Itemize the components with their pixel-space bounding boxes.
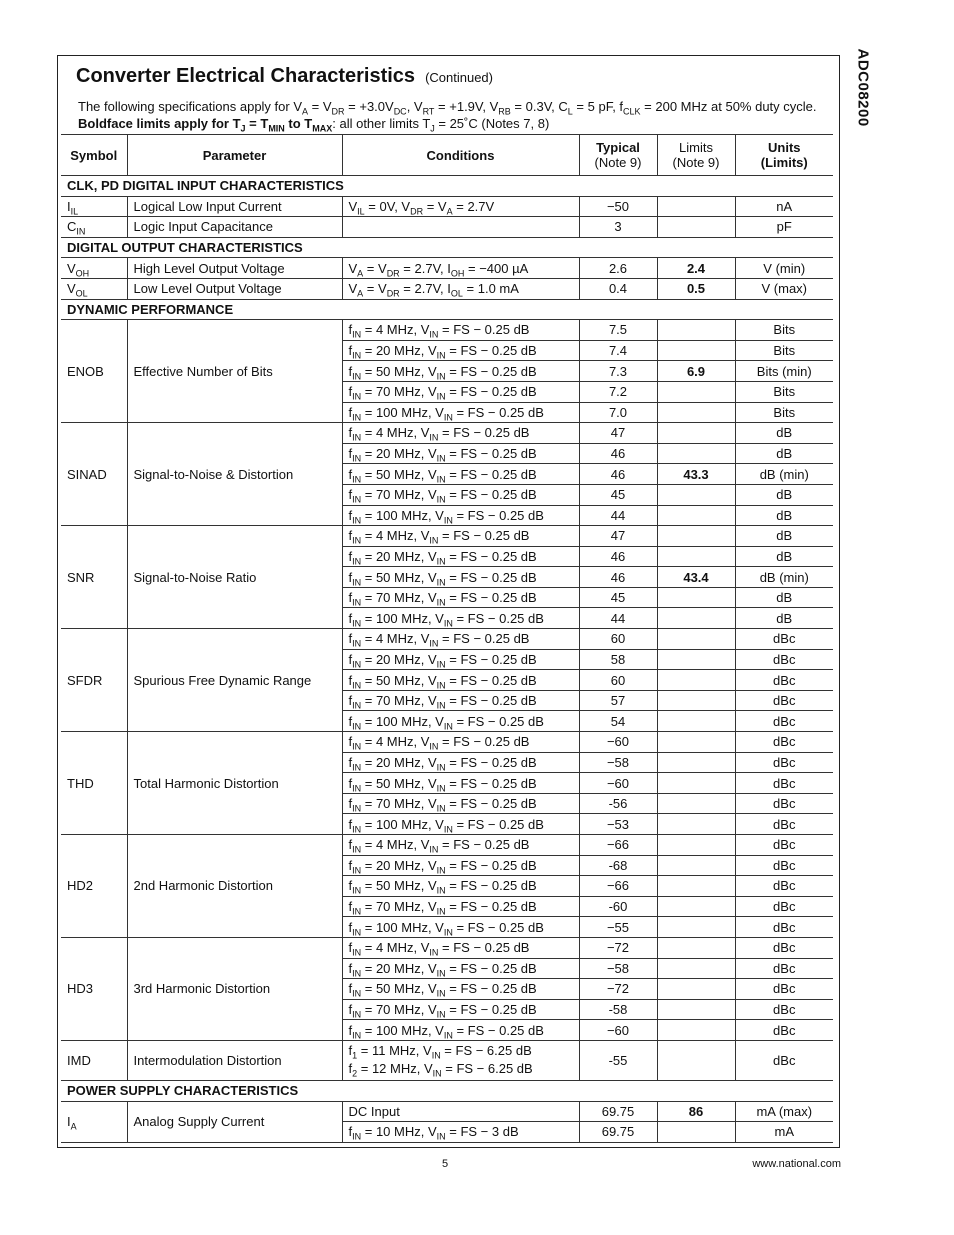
table-row: $f_{IN} = 70$ MHz, $V_{IN}$ = FS − 0.25 dB 45 dB (61, 484, 833, 505)
table-row: $I_{IL}$ Logical Low Input Current $V_{IL} = 0V$, $V_{DR} = V_A = 2.7V$ −50 nA (61, 196, 833, 217)
table-row: $f_{IN} = 10$ MHz, $V_{IN}$ = FS − 3 dB 69.75 mA (61, 1122, 833, 1143)
table-row: $f_{IN} = 100$ MHz, $V_{IN}$ = FS − 0.25 dB −60 dBc (61, 1020, 833, 1041)
col-symbol: Symbol (61, 135, 127, 176)
col-units: Units (Limits) (735, 135, 833, 176)
table-row: $f_{IN} = 20$ MHz, $V_{IN}$ = FS − 0.25 dB −58 dBc (61, 958, 833, 979)
table-row: $f_{IN} = 100$ MHz, $V_{IN}$ = FS − 0.25 dB 44 dB (61, 608, 833, 629)
table-row: $f_{IN} = 70$ MHz, $V_{IN}$ = FS − 0.25 dB 45 dB (61, 587, 833, 608)
page-number: 5 (442, 1158, 449, 1170)
table-row: $f_{IN} = 50$ MHz, $V_{IN}$ = FS − 0.25 dB 7.3 6.9 Bits (min) (61, 361, 833, 382)
table-row: SNR Signal-to-Noise Ratio $f_{IN} = 4$ MHz, $V_{IN}$ = FS − 0.25 dB 47 dB (61, 526, 833, 547)
table-row: $f_{IN} = 100$ MHz, $V_{IN}$ = FS − 0.25 dB −55 dBc (61, 917, 833, 938)
table-row: $f_{IN} = 20$ MHz, $V_{IN}$ = FS − 0.25 dB 58 dBc (61, 649, 833, 670)
table-row: SFDR Spurious Free Dynamic Range $f_{IN} = 4$ MHz, $V_{IN}$ = FS − 0.25 dB 60 dBc (61, 629, 833, 650)
table-row: $f_{IN} = 20$ MHz, $V_{IN}$ = FS − 0.25 dB −58 dBc (61, 752, 833, 773)
table-row: $f_{IN} = 20$ MHz, $V_{IN}$ = FS − 0.25 dB -68 dBc (61, 855, 833, 876)
intro-text: The following specifications apply for $V_A = V_{DR} = +3.0V_{DC}$, $V_{RT} = +1.9V$, $V_{RB} = 0.3V$, $C_L = 5$ pF, $f_{CLK} = 200$ MHz at 50% duty cycle. Boldface limits apply for $T_J = T_{MIN}$ to $T_{MAX}$: all other limits $T_J$ = 25˚C (Notes 7, 8) (78, 99, 817, 134)
table-row: $f_{IN} = 20$ MHz, $V_{IN}$ = FS − 0.25 dB 46 dB (61, 546, 833, 567)
table-row: $f_{IN} = 50$ MHz, $V_{IN}$ = FS − 0.25 dB 46 43.4 dB (min) (61, 567, 833, 588)
section-row: CLK, PD DIGITAL INPUT CHARACTERISTICS (61, 176, 833, 197)
table-row: ENOB Effective Number of Bits $f_{IN} = 4$ MHz, $V_{IN}$ = FS − 0.25 dB 7.5 Bits (61, 320, 833, 341)
table-row: $f_{IN} = 70$ MHz, $V_{IN}$ = FS − 0.25 dB -60 dBc (61, 896, 833, 917)
col-conditions: Conditions (342, 135, 579, 176)
table-row: $I_A$ Analog Supply Current DC Input 69.75 86 mA (max) (61, 1101, 833, 1122)
table-row: $f_{IN} = 70$ MHz, $V_{IN}$ = FS − 0.25 dB -58 dBc (61, 999, 833, 1020)
table-row: $V_{OH}$ High Level Output Voltage $V_A = V_{DR} = 2.7V$, $I_{OH} = -400$ µA 2.6 2.4 V (min) (61, 258, 833, 279)
table-row: $f_{IN} = 100$ MHz, $V_{IN}$ = FS − 0.25 dB 44 dB (61, 505, 833, 526)
website-link[interactable]: www.national.com (752, 1158, 841, 1170)
table-row: HD3 3rd Harmonic Distortion $f_{IN} = 4$ MHz, $V_{IN}$ = FS − 0.25 dB −72 dBc (61, 937, 833, 958)
table-row: $f_{IN} = 100$ MHz, $V_{IN}$ = FS − 0.25 dB 54 dBc (61, 711, 833, 732)
table-row: $f_{IN} = 70$ MHz, $V_{IN}$ = FS − 0.25 dB 57 dBc (61, 690, 833, 711)
section-row: DYNAMIC PERFORMANCE (61, 299, 833, 320)
table-row: $f_{IN} = 70$ MHz, $V_{IN}$ = FS − 0.25 dB 7.2 Bits (61, 381, 833, 402)
table-row: $f_{IN} = 50$ MHz, $V_{IN}$ = FS − 0.25 dB −72 dBc (61, 979, 833, 1000)
page-title: Converter Electrical Characteristics (Continued) (76, 65, 493, 87)
table-row: $f_{IN} = 50$ MHz, $V_{IN}$ = FS − 0.25 dB 46 43.3 dB (min) (61, 464, 833, 485)
table-row: $f_{IN} = 20$ MHz, $V_{IN}$ = FS − 0.25 dB 46 dB (61, 443, 833, 464)
col-parameter: Parameter (127, 135, 342, 176)
table-row: $f_{IN} = 50$ MHz, $V_{IN}$ = FS − 0.25 dB 60 dBc (61, 670, 833, 691)
table-row: $f_{IN} = 70$ MHz, $V_{IN}$ = FS − 0.25 dB -56 dBc (61, 793, 833, 814)
table-row: $f_{IN} = 100$ MHz, $V_{IN}$ = FS − 0.25 dB −53 dBc (61, 814, 833, 835)
table-row: THD Total Harmonic Distortion $f_{IN} = 4$ MHz, $V_{IN}$ = FS − 0.25 dB −60 dBc (61, 732, 833, 753)
table-row: $f_{IN} = 20$ MHz, $V_{IN}$ = FS − 0.25 dB 7.4 Bits (61, 340, 833, 361)
table-row: $V_{OL}$ Low Level Output Voltage $V_A = V_{DR} = 2.7V$, $I_{OL} = 1.0$ mA 0.4 0.5 V (max) (61, 278, 833, 299)
table-header-row (61, 135, 833, 176)
table-row: $f_{IN} = 100$ MHz, $V_{IN}$ = FS − 0.25 dB 7.0 Bits (61, 402, 833, 423)
table-row: SINAD Signal-to-Noise & Distortion $f_{IN} = 4$ MHz, $V_{IN}$ = FS − 0.25 dB 47 dB (61, 423, 833, 444)
table-row: $f_{IN} = 50$ MHz, $V_{IN}$ = FS − 0.25 dB −60 dBc (61, 773, 833, 794)
col-limits: Limits (Note 9) (657, 135, 735, 176)
table-row: HD2 2nd Harmonic Distortion $f_{IN} = 4$ MHz, $V_{IN}$ = FS − 0.25 dB −66 dBc (61, 835, 833, 856)
col-typical: Typical (Note 9) (579, 135, 657, 176)
table-row: $C_{IN}$ Logic Input Capacitance 3 pF (61, 217, 833, 238)
section-row: DIGITAL OUTPUT CHARACTERISTICS (61, 237, 833, 258)
specifications-table (61, 134, 833, 1143)
section-row: POWER SUPPLY CHARACTERISTICS (61, 1080, 833, 1101)
table-row: $f_{IN} = 50$ MHz, $V_{IN}$ = FS − 0.25 dB −66 dBc (61, 876, 833, 897)
side-label: ADC08200 (854, 48, 872, 127)
table-row: IMD Intermodulation Distortion $f_1 = 11$ MHz, $V_{IN}$ = FS − 6.25 dB $f_2 = 12$ MHz, $V_{IN}$ = FS − 6.25 dB -55 dBc (61, 1040, 833, 1080)
